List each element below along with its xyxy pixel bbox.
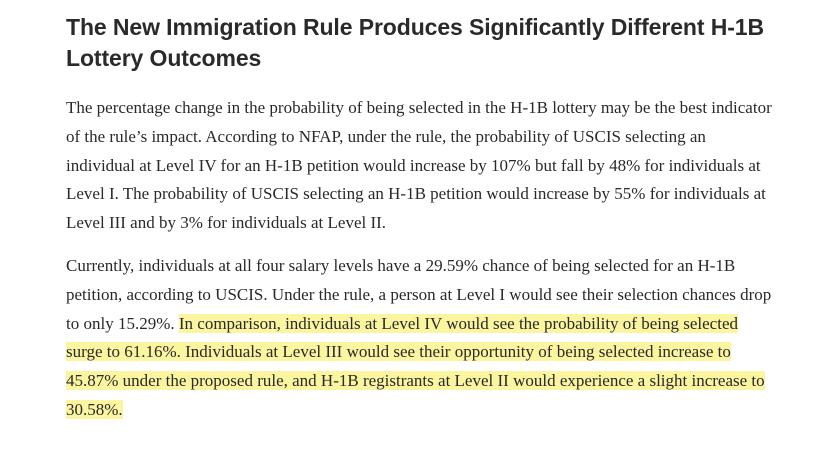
article [66, 12, 776, 425]
paragraph-rule-impact: The percentage change in the probability of being selected in the H-1B lottery may be the best indicator of the rule’s impact. According to NFAP, under the rule, the probability of USCIS selecting an individual at Level IV for an H-1B petition would increase by 107% but fall by 48% for individuals at Level I. The probability of USCIS selecting an H-1B petition would increase by 55% for individuals at Level III and by 3% for individuals at Level II. [66, 98, 772, 233]
highlighted-text[interactable]: In comparison, individuals at Level IV would see the probability of being selected surge to 61.16%. Individuals at Level III would see their opportunity of being selected increase to 45.87% under the proposed rule, and H-1B registrants at Level II would experience a slight increase to 30.58%. [66, 313, 765, 419]
article-heading: The New Immigration Rule Produces Significantly Different H-1B Lottery Outcomes [66, 14, 764, 71]
paragraph-text: Currently, individuals at all four salary levels have a 29.59% chance of being selected for an H-1B petition, according to USCIS. Under the rule, a person at Level I would see their selection chances drop to only 15.29%. [66, 255, 772, 333]
paragraph-selection-chances [66, 252, 776, 425]
